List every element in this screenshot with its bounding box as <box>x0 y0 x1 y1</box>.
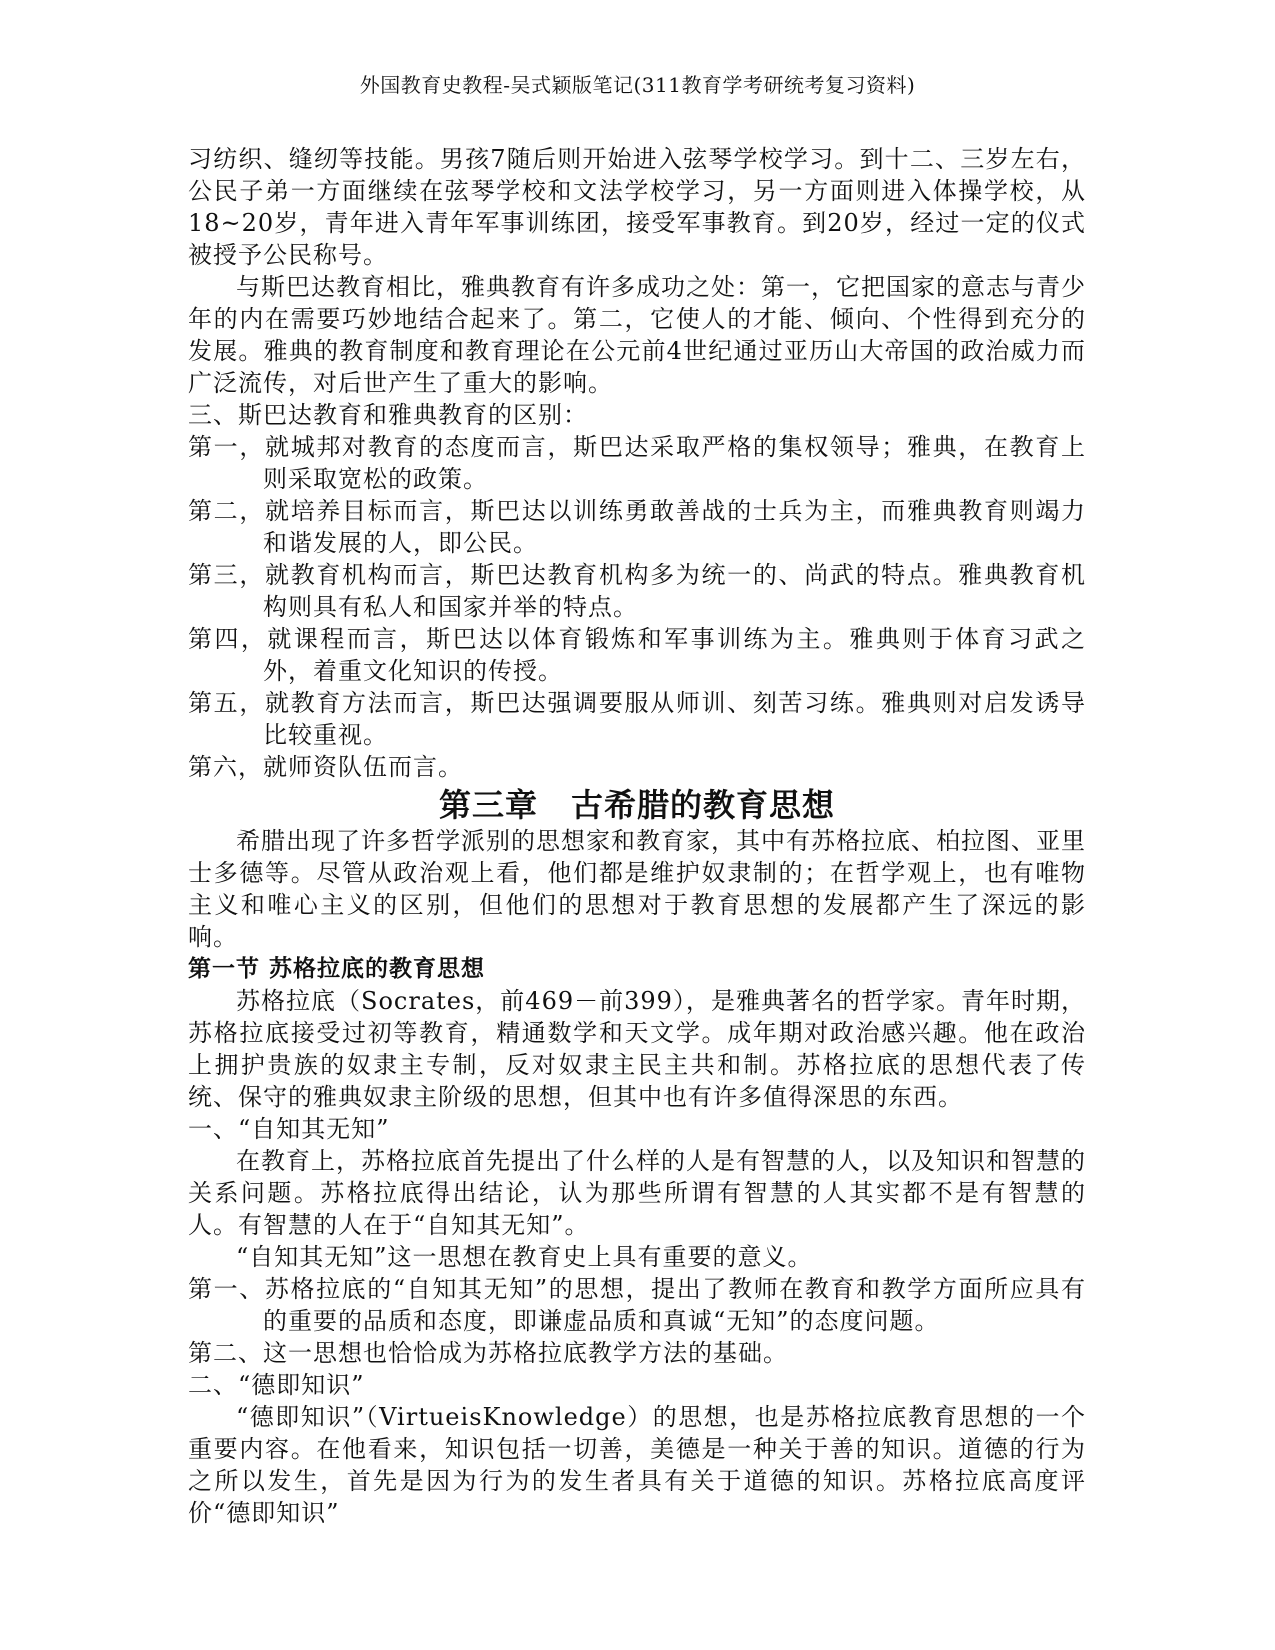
paragraph: “自知其无知”这一思想在教育史上具有重要的意义。 <box>236 1243 813 1271</box>
chapter-title: 第三章 古希腊的教育思想 <box>438 786 835 824</box>
list-item: 第一、苏格拉底的“自知其无知”的思想，提出了教师在教育和教学方面所应具有的重要的品质和态度，即谦虚品质和真诚“无知”的态度问题。 <box>188 1275 1086 1335</box>
list-item: 第四，就课程而言，斯巴达以体育锻炼和军事训练为主。雅典则于体育习武之外，着重文化知识的传授。 <box>188 625 1086 685</box>
paragraph: “德即知识”（VirtueisKnowledge）的思想，也是苏格拉底教育思想的一个重要内容。在他看来，知识包括一切善，美德是一种关于善的知识。道德的行为之所以发生，首先是因为行为的发生者具有关于道德的知识。苏格拉底高度评价“德即知识” <box>188 1403 1086 1527</box>
paragraph: 在教育上，苏格拉底首先提出了什么样的人是有智慧的人，以及知识和智慧的关系问题。苏格拉底得出结论，认为那些所谓有智慧的人其实都不是有智慧的人。有智慧的人在于“自知其无知”。 <box>188 1147 1086 1239</box>
list-item: 第五，就教育方法而言，斯巴达强调要服从师训、刻苦习练。雅典则对启发诱导比较重视。 <box>188 689 1086 749</box>
paragraph: 习纺织、缝纫等技能。男孩7随后则开始进入弦琴学校学习。到十二、三岁左右，公民子弟一方面继续在弦琴学校和文法学校学习，另一方面则进入体操学校，从18~20岁，青年进入青年军事训练团，接受军事教育。到20岁，经过一定的仪式被授予公民称号。 <box>188 145 1086 269</box>
paragraph: 希腊出现了许多哲学派别的思想家和教育家，其中有苏格拉底、柏拉图、亚里士多德等。尽管从政治观上看，他们都是维护奴隶制的；在哲学观上，也有唯物主义和唯心主义的区别，但他们的思想对于教育思想的发展都产生了深远的影响。 <box>188 827 1086 951</box>
subheading: 一、“自知其无知” <box>188 1115 390 1143</box>
list-item: 第六，就师资队伍而言。 <box>188 753 463 781</box>
section-title: 第一节 苏格拉底的教育思想 <box>188 956 486 982</box>
paragraph: 苏格拉底（Socrates，前469－前399），是雅典著名的哲学家。青年时期，苏格拉底接受过初等教育，精通数学和天文学。成年期对政治感兴趣。他在政治上拥护贵族的奴隶主专制，反对奴隶主民主共和制。苏格拉底的思想代表了传统、保守的雅典奴隶主阶级的思想，但其中也有许多值得深思的东西。 <box>188 987 1086 1111</box>
page-header: 外国教育史教程-吴式颖版笔记(311教育学考研统考复习资料) <box>359 73 916 97</box>
subheading: 二、“德即知识” <box>188 1371 365 1399</box>
list-item: 第三，就教育机构而言，斯巴达教育机构多为统一的、尚武的特点。雅典教育机构则具有私人和国家并举的特点。 <box>188 561 1086 621</box>
subheading: 三、斯巴达教育和雅典教育的区别： <box>188 401 588 429</box>
list-item: 第二、这一思想也恰恰成为苏格拉底教学方法的基础。 <box>188 1339 788 1367</box>
document-body <box>188 143 1086 1529</box>
list-item: 第一，就城邦对教育的态度而言，斯巴达采取严格的集权领导；雅典，在教育上则采取宽松的政策。 <box>188 433 1086 493</box>
list-item: 第二，就培养目标而言，斯巴达以训练勇敢善战的士兵为主，而雅典教育则竭力和谐发展的人，即公民。 <box>188 497 1086 557</box>
paragraph: 与斯巴达教育相比，雅典教育有许多成功之处：第一，它把国家的意志与青少年的内在需要巧妙地结合起来了。第二，它使人的才能、倾向、个性得到充分的发展。雅典的教育制度和教育理论在公元前4世纪通过亚历山大帝国的政治威力而广泛流传，对后世产生了重大的影响。 <box>188 273 1086 397</box>
